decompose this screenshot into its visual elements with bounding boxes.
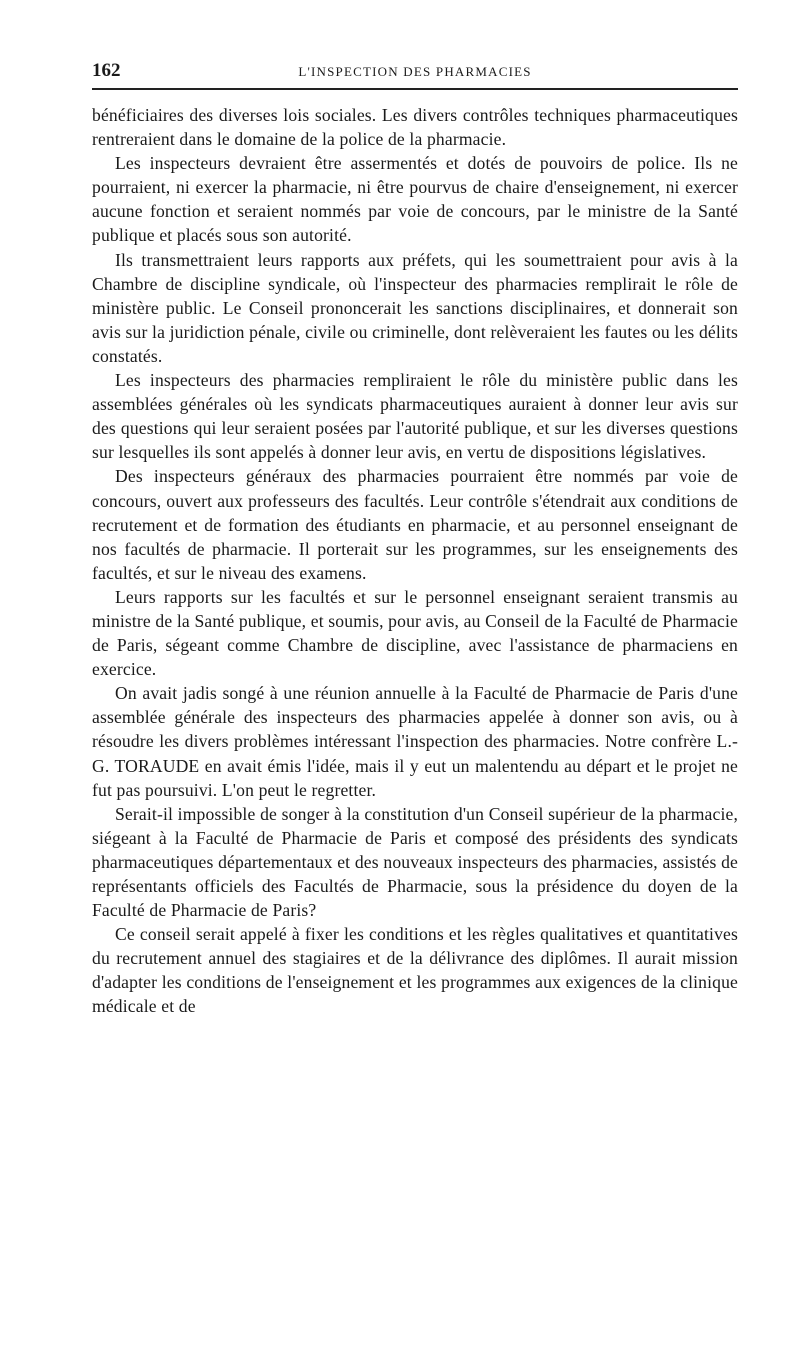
paragraph: Ils transmettraient leurs rapports aux préfets, qui les soumettraient pour avis à la Chambre de discipline syndicale, où l'inspecteur des pharmacies remplirait le rôle de ministère public. Le Conseil prononcerait les sanctions disciplinaires, et donnerait son avis sur la juridiction pénale, civile ou criminelle, dont relèveraient les fautes ou les délits constatés. [92, 249, 738, 366]
paragraph: On avait jadis songé à une réunion annuelle à la Faculté de Pharmacie de Paris d'une assemblée générale des inspecteurs des pharmacies appelée à donner son avis, ou à résoudre les divers problèmes intéressant l'inspection des pharmacies. Notre confrère L.-G. TORAUDE en avait émis l'idée, mais il y eut un malentendu au départ et le projet ne fut pas poursuivi. L'on peut le regretter. [92, 683, 738, 800]
paragraph: Les inspecteurs devraient être assermentés et dotés de pouvoirs de police. Ils ne pourraient, ni exercer la pharmacie, ni être pourvus de chaire d'enseignement, ni exercer aucune fonction et seraient nommés par voie de concours, par le ministre de la Santé publique et placés sous son autorité. [92, 153, 738, 246]
paragraph: Des inspecteurs généraux des pharmacies pourraient être nommés par voie de concours, ouvert aux professeurs des facultés. Leur contrôle s'étendrait aux conditions de recrutement et de formation des étudiants en pharmacie, et au personnel enseignant de nos facultés de pharmacie. Il porterait sur les programmes, sur les enseignements des facultés, et sur le niveau des examens. [92, 466, 738, 583]
body-text [92, 103, 738, 1019]
paragraph: Serait-il impossible de songer à la constitution d'un Conseil supérieur de la pharmacie, siégeant à la Faculté de Pharmacie de Paris et composé des présidents des syndicats pharmaceutiques départementaux et des nouveaux inspecteurs des pharmacies, assistés de représentants officiels des Facultés de Pharmacie, sous la présidence du doyen de la Faculté de Pharmacie de Paris? [92, 803, 738, 921]
paragraph: Les inspecteurs des pharmacies rempliraient le rôle du ministère public dans les assemblées générales où les syndicats pharmaceutiques auraient à donner leur avis sur des questions qui leur seraient posées par l'autorité publique, et sur les diverses questions sur lesquelles ils sont appelés à donner leur avis, en vertu de dispositions législatives. [92, 370, 738, 463]
paragraph: Ce conseil serait appelé à fixer les conditions et les règles qualitatives et quantitatives du recrutement annuel des stagiaires et de la délivrance des diplômes. Il aurait mission d'adapter les conditions de l'enseignement et les programmes aux exigences de la clinique médicale et de [92, 924, 738, 1017]
paragraph: bénéficiaires des diverses lois sociales. Les divers contrôles techniques pharmaceutiques rentreraient dans le domaine de la police de la pharmacie. [92, 105, 738, 150]
page-number: 162 [92, 60, 121, 81]
book-page [92, 58, 738, 1019]
running-title: L'INSPECTION DES PHARMACIES [298, 64, 532, 79]
paragraph: Leurs rapports sur les facultés et sur le personnel enseignant seraient transmis au ministre de la Santé publique, et soumis, pour avis, au Conseil de la Faculté de Pharmacie de Paris, ségeant comme Chambre de discipline, avec l'assistance de pharmaciens en exercice. [92, 586, 738, 680]
page-header [92, 58, 738, 90]
